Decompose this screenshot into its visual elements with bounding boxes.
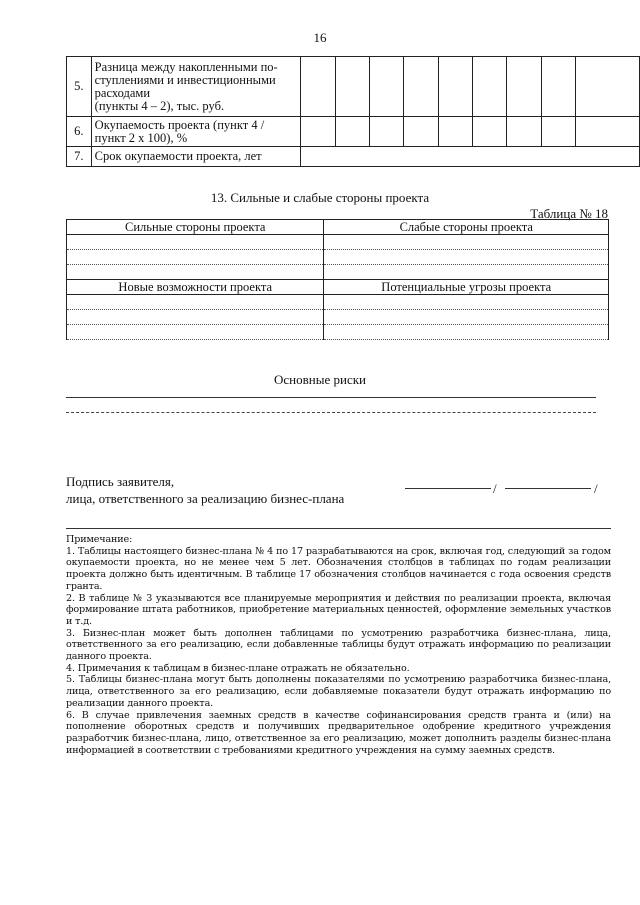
table-cell (370, 57, 404, 117)
table-cell (301, 117, 335, 147)
signature-field[interactable] (405, 488, 491, 489)
swot-table (66, 219, 609, 340)
row-label (91, 57, 301, 117)
weaknesses-header: Слабые стороны проекта (324, 220, 609, 235)
table-row (67, 250, 609, 265)
table-row (67, 57, 640, 117)
risks-line (66, 412, 596, 413)
table-cell (67, 310, 324, 325)
table-cell (541, 57, 575, 117)
risks-title: Основные риски (274, 372, 366, 387)
table-cell (473, 57, 507, 117)
table-row (67, 325, 609, 340)
note-item: 5. Таблицы бизнес-плана могут быть дополнены показателями по усмотрению разработчика бизнес-плана, лица, ответственного за его реализацию, если добавляемые показатели будут отражать информацию по реализации данного проекта. (66, 674, 611, 709)
row-label-line: ступлениями и инвестиционными (94, 72, 276, 87)
table-row (67, 147, 640, 167)
table-row (67, 235, 609, 250)
table-cell (576, 117, 640, 147)
row-label-line: пункт 2 х 100), % (94, 130, 188, 145)
notes (66, 534, 611, 756)
table-label: Таблица № 18 (530, 206, 608, 221)
row-number: 6. (67, 117, 92, 147)
table-cell (67, 325, 324, 340)
table-cell (324, 265, 609, 280)
table-row (67, 280, 609, 295)
note-item: 4. Примечания к таблицам в бизнес-плане отражать не обязательно. (66, 662, 410, 674)
table-cell (576, 57, 640, 117)
indicators-table (66, 56, 640, 167)
table-cell (438, 117, 472, 147)
opportunities-header: Новые возможности проекта (67, 280, 324, 295)
signature-label-line: лица, ответственного за реализацию бизнес-плана (66, 491, 345, 506)
table-row (67, 265, 609, 280)
row-label-line: Разница между накопленными по- (94, 59, 278, 74)
risks-line (66, 397, 596, 398)
table-cell (67, 250, 324, 265)
table-row (67, 220, 609, 235)
table-cell (324, 250, 609, 265)
table-cell (335, 117, 369, 147)
table-cell (301, 57, 335, 117)
signature-slash: / (493, 481, 497, 496)
table-cell (324, 325, 609, 340)
table-cell (324, 235, 609, 250)
threats-header: Потенциальные угрозы проекта (324, 280, 609, 295)
row-label-line: Окупаемость проекта (пункт 4 / (94, 117, 265, 132)
notes-heading: Примечание: (66, 534, 133, 545)
page-number: 16 (313, 30, 327, 45)
row-label-line: (пункты 4 – 2), тыс. руб. (94, 98, 225, 113)
row-number: 5. (67, 57, 92, 117)
row-label (91, 117, 301, 147)
table-cell (301, 147, 640, 167)
table-row (67, 117, 640, 147)
table-cell (67, 265, 324, 280)
section-title: 13. Сильные и слабые стороны проекта (210, 190, 430, 205)
signature-slash: / (594, 481, 598, 496)
row-number: 7. (67, 147, 92, 167)
table-cell (507, 117, 541, 147)
table-cell (67, 295, 324, 310)
note-item: 3. Бизнес-план может быть дополнен таблицами по усмотрению разработчика бизнес-плана, лица, ответственного за его реализацию, если добавленные таблицы будут отражать информацию по реализации данного проекта. (66, 627, 611, 663)
signature-label (66, 473, 344, 507)
note-item: 6. В случае привлечения заемных средств в качестве софинансирования средств гранта и (или) на пополнение оборотных средств и получивших предварительное одобрение кредитного учреждения разработчик бизнес-плана, лицо, ответственное за его реализацию, может дополнить разделы бизнес-плана информацией в соответствии с требованиями кредитного учреждения на сумму заемных средств. (66, 709, 611, 756)
table-cell (324, 310, 609, 325)
row-label (91, 147, 301, 167)
table-cell (335, 57, 369, 117)
table-cell (324, 295, 609, 310)
name-field[interactable] (505, 488, 591, 489)
row-label-line: Срок окупаемости проекта, лет (94, 149, 262, 163)
signature-label-line: Подпись заявителя, (66, 474, 175, 489)
strengths-header: Сильные стороны проекта (67, 220, 324, 235)
table-cell (67, 235, 324, 250)
table-cell (370, 117, 404, 147)
table-row (67, 295, 609, 310)
note-item: 1. Таблицы настоящего бизнес-плана № 4 по 17 разрабатываются на срок, включая год, следующий за годом окупаемости проекта, но не менее чем 5 лет. Обозначения столбцов в таблицах по годам реализации проекта должно быть идентичным. В таблице 17 обозначения столбцов начинается с года освоения средств гранта. (66, 545, 611, 592)
table-cell (541, 117, 575, 147)
table-cell (404, 57, 438, 117)
table-cell (438, 57, 472, 117)
table-row (67, 310, 609, 325)
table-cell (473, 117, 507, 147)
note-item: 2. В таблице № 3 указываются все планируемые мероприятия и действия по реализации проекта, включая формирование штата работников, приобретение материальных ценностей, оформление земельных участков и т.д. (66, 592, 611, 627)
notes-divider (66, 528, 611, 529)
table-cell (404, 117, 438, 147)
table-cell (507, 57, 541, 117)
row-label-line: расходами (94, 85, 151, 100)
